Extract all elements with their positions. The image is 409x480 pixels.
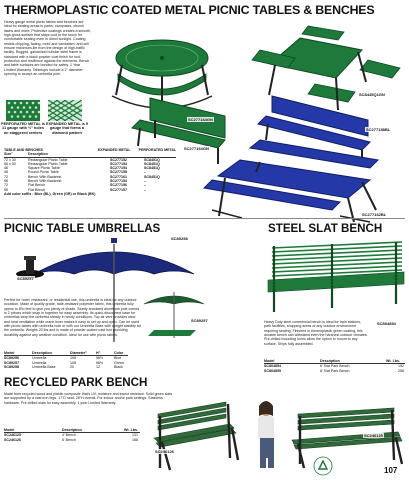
page-number: 107	[384, 466, 398, 475]
header-perforated: PERFORATED METAL	[138, 148, 177, 152]
table-row: 96 Flat Bench SC277157 –	[4, 187, 146, 192]
table-row: SC804854 6' Slat Park Bench 192	[264, 364, 404, 369]
header-size: Size"	[4, 152, 13, 157]
table-row: SC246126 6' Bench 168	[4, 437, 138, 442]
green-umbrella-with-table	[144, 292, 204, 338]
header-expanded: EXPANDED METAL	[97, 148, 131, 152]
image-code-recycled-4ft: SC246125	[364, 433, 383, 438]
picnic-spec-table	[4, 148, 204, 196]
perforated-caption: PERFORATED METAL is 11 gauge with ½" holes on staggered centers	[1, 122, 45, 135]
image-code-bench-green: SC277164GN	[184, 146, 209, 151]
image-code-umbrella-green: SC89257	[191, 318, 208, 323]
table-row: 96 Bench With Backrest SC277154 –	[4, 179, 146, 184]
recycled-bench-6ft	[154, 402, 238, 470]
recycle-icon	[314, 457, 332, 475]
recycled-spec-table: Model Description Wt. Lbs. SC246125 4' Bench 131 SC246126 6' Bench 168	[4, 428, 138, 442]
image-code-table-blue: SC277162BL	[362, 212, 387, 217]
table-row: 46 Round Picnic Table SC277155 –	[4, 170, 146, 175]
recycled-section-title: RECYCLED PARK BENCH	[4, 376, 148, 389]
seated-woman-photo	[258, 401, 274, 468]
umbrella-spec-table: Model Description Diameter" H" Color SC89256 Umbrella 108 96½ Blue SC89257 Umbrella 108 96½ Green SC89258 Umbrella Base 20 12 Black	[4, 351, 128, 369]
picnic-products-illustration	[100, 20, 405, 230]
blue-rectangular-picnic-table	[204, 140, 378, 222]
table-row: 46 Square Picnic Table SC277154 SC8451Q	[4, 166, 160, 171]
umbrella-base	[16, 256, 44, 278]
expanded-caption: EXPANDED METAL is 9 gauge that forms a diamond pattern	[46, 122, 88, 135]
steel-spec-table: Model Description Wt. Lbs. SC804854 6' Slat Park Bench 192 SC804855 8' Slat Park Bench 256	[264, 359, 404, 373]
table-row: SC89256 Umbrella 108 96½ Blue	[4, 356, 122, 361]
table-row: SC804855 8' Slat Park Bench 256	[264, 368, 404, 373]
umbrella-section-title: PICNIC TABLE UMBRELLAS	[4, 222, 161, 235]
image-code-square-table: SC8445Q1GN	[359, 92, 385, 97]
image-code-recycled-6ft: SC246126	[155, 449, 174, 454]
table-row: 72 Bench With Backrest SC277161 SC8451Q	[4, 174, 160, 179]
table-row: SC89258 Umbrella Base 20 12 Black	[4, 364, 123, 369]
picnic-description: Heavy gauge metal picnic tables and benches are ideal for seating areas in parks, campuses, church lawns and more. Protective coatings creates a smooth, high-gloss surface that stays cool to the touch for comfortable seating even in direct sunlight. Coating resists chipping, fading, mold and vandalism, and will ensure maximum-life from the design of high-traffic facility. Rugged, galvanized tubular steel frame is standard with a black powder coat finish for rust-protection and resilience against the elements. Bench and table surfaces are bonded for safety. 1 Year Limited Warranty. Tabletops include a 2" diameter opening to accept an umbrella pole.	[4, 20, 92, 77]
picnic-table-title: TABLE AND BENCHES	[4, 148, 43, 152]
recycled-bench-illustration	[148, 380, 406, 480]
image-code-umbrella-base: SC89258	[171, 236, 188, 241]
image-code-steel-bench: SC804854	[377, 321, 396, 326]
steel-bench-illustration	[262, 238, 407, 318]
section-divider	[4, 218, 405, 219]
umbrella-description: Perfect for hotel, restaurant, or residential use, this umbrella is ideal for any outdoor occasion. Made of quality grade, fade-resistant polyester fabric, this umbrella fully opens to 8'to feet to give you plenty of shade. Sturdy anodized aluminum pole comes in 2 pieces which snap in together for easy assembly. Its quick-disconnect base for umbrellas keep the umbrella steady in windy conditions. Top air vent provides wind and heat ventilation while crank lever makes it easy to set up and open. Can be used with picnic tables with umbrella hole or with our Umbrella Base with upright stability for the umbrella. Weighs 20 lbs and is made of powder coated cast iron providing durability against any weather condition. Ideal for use with picnic tables.	[4, 298, 142, 337]
image-code-round-table: SC277164GN	[188, 117, 213, 122]
image-code-umbrella-blue: SC89257	[17, 276, 34, 281]
steel-section-title: STEEL SLAT BENCH	[268, 222, 383, 235]
picnic-section-title: THERMOPLASTIC COATED METAL PICNIC TABLES & BENCHES	[4, 3, 375, 17]
table-row: 72 Flat Bench SC277156 –	[4, 183, 146, 188]
image-code-bench-blue: SC277158BL	[366, 127, 391, 132]
table-row: SC246125 4' Bench 131	[4, 433, 138, 438]
header-description: Description	[28, 152, 48, 157]
recycled-description: Made from recycled wood and plastic composite that's UV, moisture and insect resistant. Solid green slats are supported by a cast iron legs. 17"D seat, 28"H overall. For indoor and/or park settings. Stainless hardware. Pre-drilled slats for easy assembly. 1 year Limited Warranty.	[4, 392, 173, 405]
expanded-metal-swatch	[48, 100, 82, 121]
table-row: SC89257 Umbrella 108 96½ Green	[4, 360, 124, 365]
table-row: 72 x 30 Rectangular Picnic Table SC277152 SC8451Q	[4, 157, 160, 162]
recycled-bench-4ft	[292, 408, 402, 468]
round-picnic-table	[112, 40, 212, 108]
steel-description: Heavy Duty steel commercial bench is ideal for train stations, park facilities, shopping areas or any outdoor environment requiring seating. Finished in thermoplastic green coating, this durable bench can withstand even the harshest outdoor climates. Pre-drilled mounting holes allow the option to mount to any surface. Ships fully assembled.	[264, 320, 368, 346]
perforated-metal-swatch	[6, 100, 40, 121]
color-suffix-note: Add color suffix : Blue (BL), Green (GR) or Black (BK)	[4, 191, 96, 196]
table-row: 96 x 30 Rectangular Picnic Table SC277153 SC8451Q	[4, 161, 160, 166]
